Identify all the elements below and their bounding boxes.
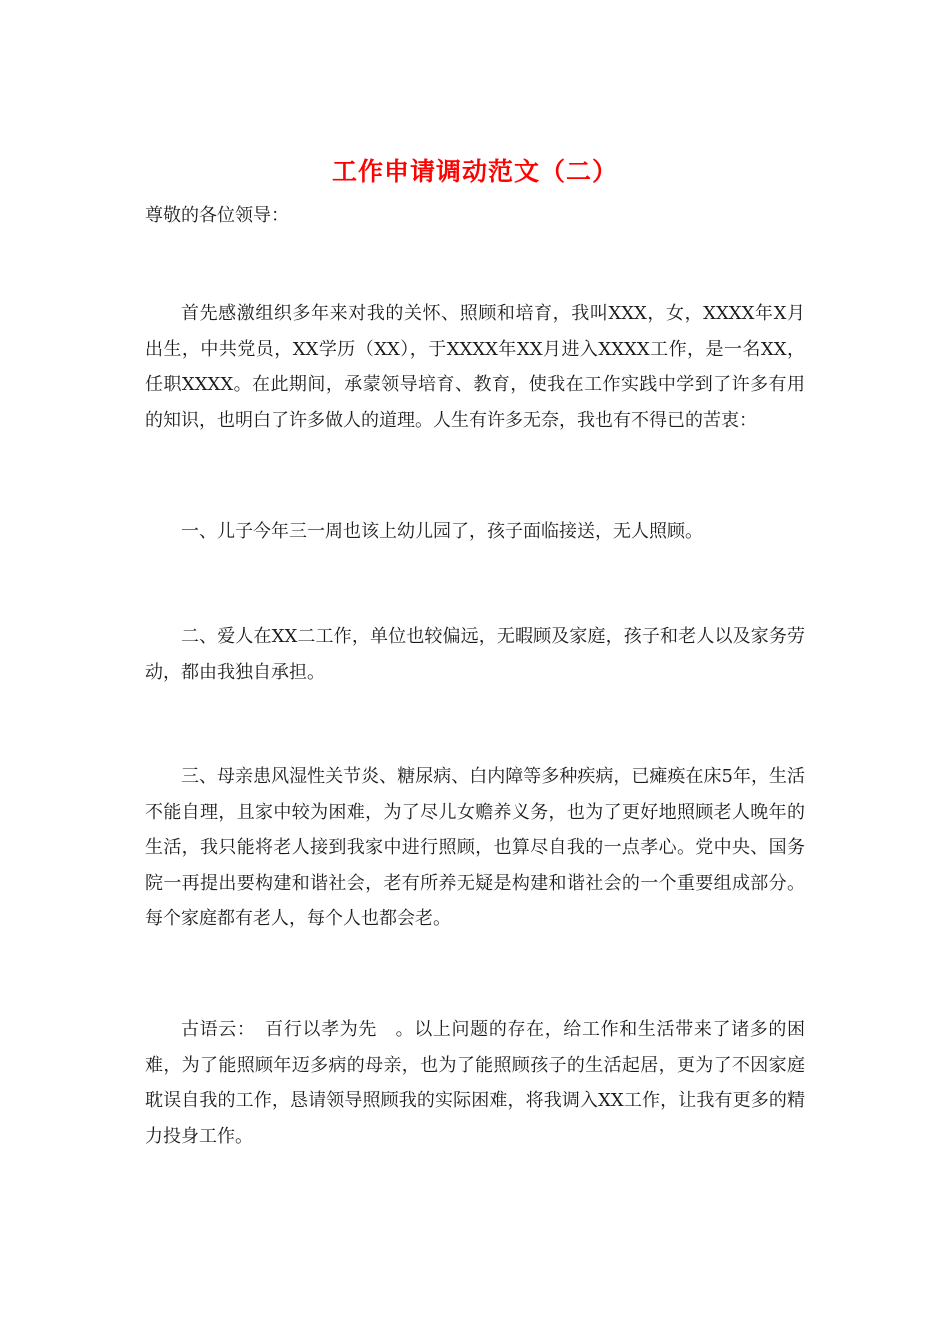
- paragraph-conclusion: 古语云： 百行以孝为先 。以上问题的存在，给工作和生活带来了诸多的困难，为了能照顾年迈多病的母亲，也为了能照顾孩子的生活起居，更为了不因家庭耽误自我的工作，恳请领导照顾我的实际困难，将我调入XX工作，让我有更多的精力投身工作。: [145, 1019, 805, 1147]
- paragraph-reason-three: 三、母亲患风湿性关节炎、糖尿病、白内障等多种疾病，已瘫痪在床5年，生活不能自理，且家中较为困难，为了尽儿女赡养义务，也为了更好地照顾老人晚年的生活，我只能将老人接到我家中进行照顾，也算尽自我的一点孝心。党中央、国务院一再提出要构建和谐社会，老有所养无疑是构建和谐社会的一个重要组成部分。每个家庭都有老人，每个人也都会老。: [145, 766, 805, 929]
- paragraph-reason-two: 二、爱人在XX二工作，单位也较偏远，无暇顾及家庭，孩子和老人以及家务劳动，都由我独自承担。: [145, 626, 805, 683]
- salutation: 尊敬的各位领导：: [145, 205, 289, 226]
- document-title: 工作申请调动范文（二）: [331, 157, 618, 186]
- paragraph-reason-one: 一、儿子今年三一周也该上幼儿园了，孩子面临接送，无人照顾。: [181, 521, 703, 542]
- paragraph-intro: 首先感激组织多年来对我的关怀、照顾和培育，我叫XXX，女，XXXX年X月出生，中共党员，XX学历（XX），于XXXX年XX月进入XXXX工作，是一名XX，任职XXXX。在此期间，承蒙领导培育、教育，使我在工作实践中学到了许多有用的知识，也明白了许多做人的道理。人生有许多无奈，我也有不得已的苦衷：: [145, 303, 805, 431]
